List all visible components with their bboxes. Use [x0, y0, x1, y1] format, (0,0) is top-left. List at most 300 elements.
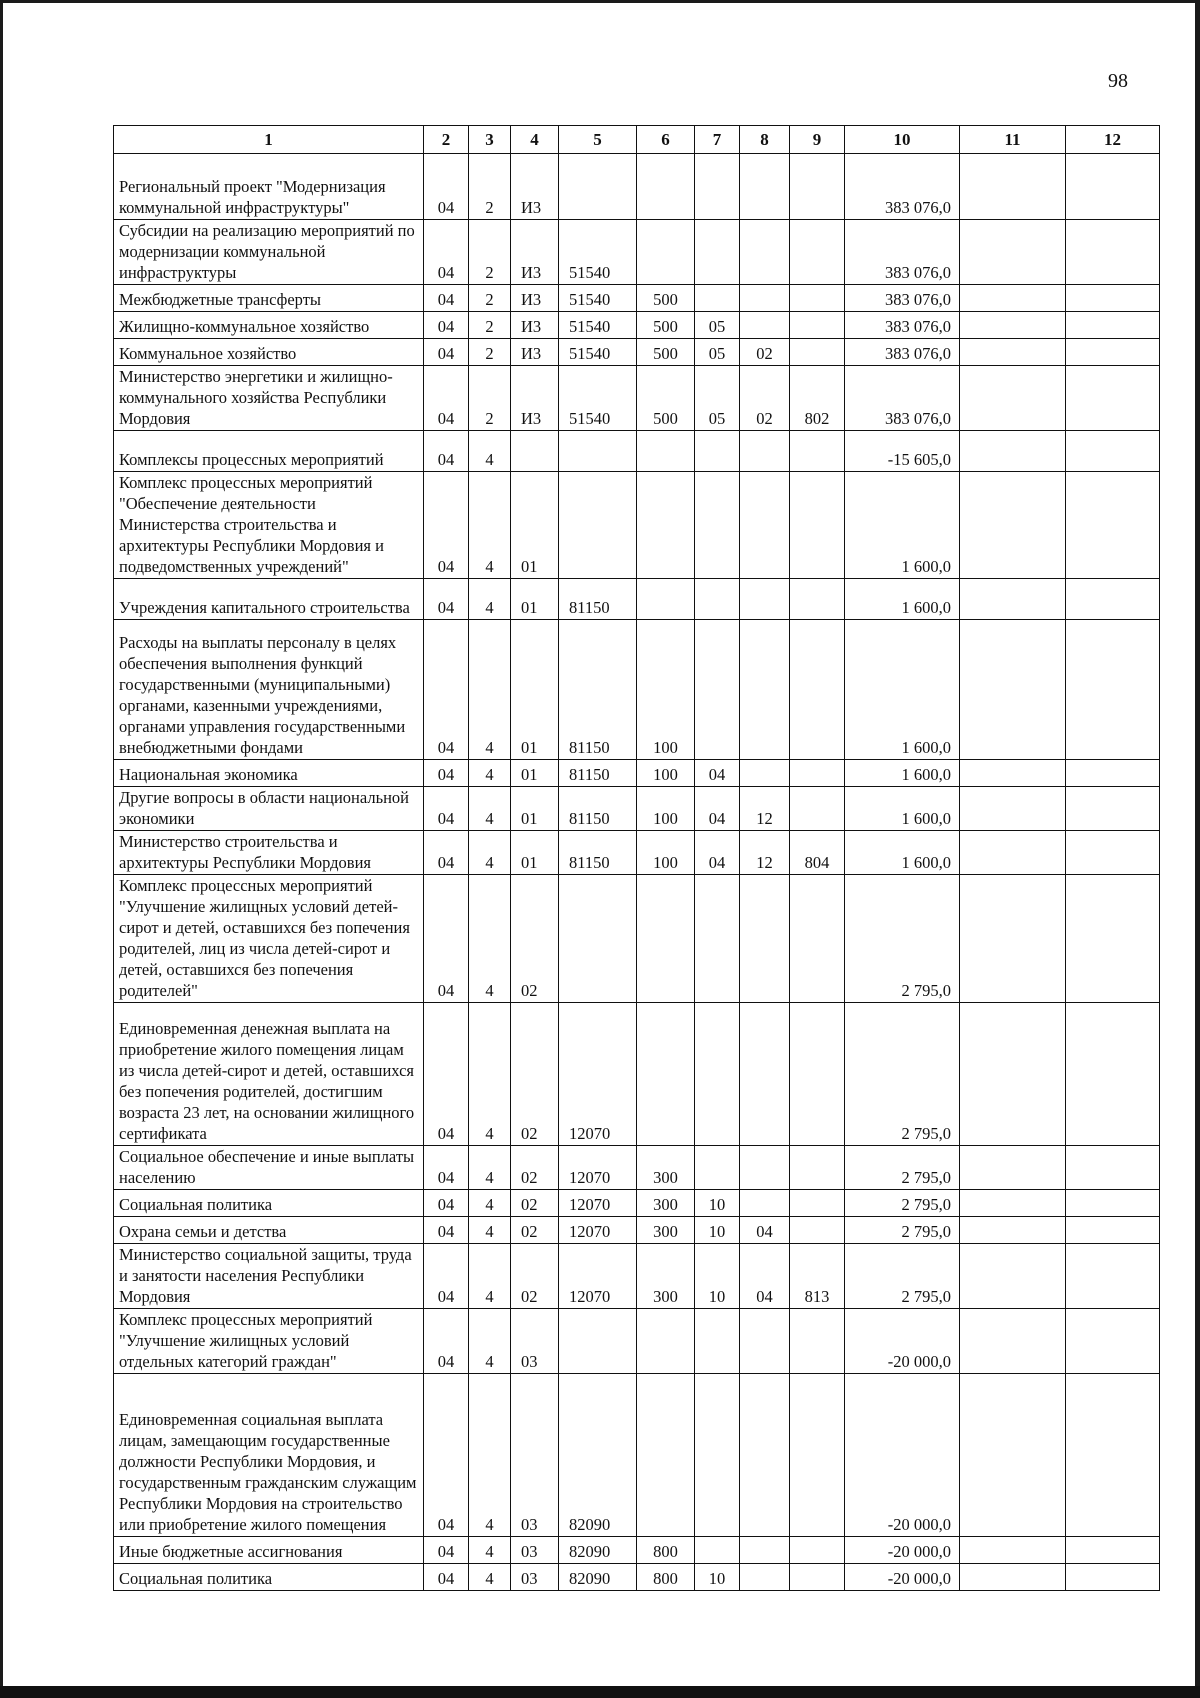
cell-col-11 — [960, 1537, 1066, 1564]
column-header-1: 1 — [114, 126, 424, 154]
cell-col-6: 800 — [637, 1564, 695, 1591]
table-row — [114, 1537, 1160, 1564]
cell-col-9 — [790, 1217, 845, 1244]
cell-col-6: 100 — [637, 760, 695, 787]
cell-col-4 — [511, 431, 559, 472]
cell-col-11 — [960, 620, 1066, 760]
cell-col-3: 4 — [469, 431, 511, 472]
cell-col-12 — [1066, 1244, 1160, 1309]
cell-col-4: 02 — [511, 1190, 559, 1217]
cell-col-4: И3 — [511, 220, 559, 285]
cell-col-12 — [1066, 831, 1160, 875]
cell-col-8 — [740, 1564, 790, 1591]
table-row — [114, 1374, 1160, 1537]
budget-table-container — [113, 125, 1159, 1591]
cell-col-3: 2 — [469, 154, 511, 220]
table-row — [114, 787, 1160, 831]
cell-col-9 — [790, 1564, 845, 1591]
cell-col-12 — [1066, 1564, 1160, 1591]
table-row — [114, 1244, 1160, 1309]
cell-col-10: 383 076,0 — [845, 339, 960, 366]
cell-col-7: 04 — [695, 760, 740, 787]
cell-col-4: 03 — [511, 1537, 559, 1564]
row-name-cell: Комплекс процессных мероприятий "Обеспечение деятельности Министерства строительства и архитектуры Республики Мордовия и подведомственных учреждений" — [114, 472, 424, 579]
cell-col-7 — [695, 1146, 740, 1190]
cell-col-4: 01 — [511, 472, 559, 579]
row-name-cell: Социальная политика — [114, 1190, 424, 1217]
cell-col-9 — [790, 579, 845, 620]
row-name-cell: Социальная политика — [114, 1564, 424, 1591]
cell-col-6 — [637, 154, 695, 220]
cell-col-4: И3 — [511, 366, 559, 431]
cell-col-12 — [1066, 1374, 1160, 1537]
cell-col-6: 800 — [637, 1537, 695, 1564]
cell-col-2: 04 — [424, 154, 469, 220]
cell-col-10: 2 795,0 — [845, 1003, 960, 1146]
cell-col-2: 04 — [424, 620, 469, 760]
cell-col-9 — [790, 760, 845, 787]
cell-col-8: 02 — [740, 339, 790, 366]
cell-col-7: 10 — [695, 1217, 740, 1244]
cell-col-10: -20 000,0 — [845, 1564, 960, 1591]
cell-col-3: 4 — [469, 1217, 511, 1244]
cell-col-7: 05 — [695, 366, 740, 431]
cell-col-2: 04 — [424, 1537, 469, 1564]
cell-col-2: 04 — [424, 875, 469, 1003]
cell-col-3: 4 — [469, 1374, 511, 1537]
cell-col-7 — [695, 220, 740, 285]
cell-col-6 — [637, 472, 695, 579]
cell-col-11 — [960, 1244, 1066, 1309]
cell-col-12 — [1066, 154, 1160, 220]
cell-col-6: 300 — [637, 1217, 695, 1244]
cell-col-2: 04 — [424, 472, 469, 579]
cell-col-11 — [960, 579, 1066, 620]
table-row — [114, 285, 1160, 312]
table-row — [114, 620, 1160, 760]
cell-col-2: 04 — [424, 220, 469, 285]
cell-col-2: 04 — [424, 1244, 469, 1309]
scan-border-bottom — [0, 1686, 1200, 1698]
cell-col-12 — [1066, 620, 1160, 760]
cell-col-8 — [740, 285, 790, 312]
cell-col-12 — [1066, 1309, 1160, 1374]
row-name-cell: Социальное обеспечение и иные выплаты населению — [114, 1146, 424, 1190]
cell-col-9 — [790, 472, 845, 579]
cell-col-11 — [960, 1309, 1066, 1374]
cell-col-2: 04 — [424, 1190, 469, 1217]
cell-col-3: 4 — [469, 875, 511, 1003]
column-header-7: 7 — [695, 126, 740, 154]
cell-col-6: 100 — [637, 787, 695, 831]
column-header-2: 2 — [424, 126, 469, 154]
cell-col-8 — [740, 1537, 790, 1564]
cell-col-8 — [740, 154, 790, 220]
cell-col-11 — [960, 1146, 1066, 1190]
cell-col-5: 81150 — [559, 620, 637, 760]
cell-col-4: 02 — [511, 1146, 559, 1190]
cell-col-5: 82090 — [559, 1537, 637, 1564]
cell-col-11 — [960, 312, 1066, 339]
cell-col-3: 4 — [469, 1190, 511, 1217]
cell-col-5: 51540 — [559, 339, 637, 366]
column-header-4: 4 — [511, 126, 559, 154]
cell-col-9 — [790, 220, 845, 285]
cell-col-5: 12070 — [559, 1146, 637, 1190]
cell-col-10: 383 076,0 — [845, 312, 960, 339]
page-number: 98 — [1108, 70, 1128, 92]
cell-col-12 — [1066, 220, 1160, 285]
cell-col-5: 81150 — [559, 579, 637, 620]
cell-col-6 — [637, 1003, 695, 1146]
row-name-cell: Министерство энергетики и жилищно-коммунального хозяйства Республики Мордовия — [114, 366, 424, 431]
cell-col-5: 81150 — [559, 760, 637, 787]
cell-col-11 — [960, 787, 1066, 831]
cell-col-10: 1 600,0 — [845, 579, 960, 620]
cell-col-11 — [960, 339, 1066, 366]
row-name-cell: Коммунальное хозяйство — [114, 339, 424, 366]
cell-col-12 — [1066, 1003, 1160, 1146]
cell-col-7: 05 — [695, 339, 740, 366]
cell-col-5: 12070 — [559, 1003, 637, 1146]
cell-col-6: 100 — [637, 831, 695, 875]
cell-col-4: И3 — [511, 154, 559, 220]
cell-col-10: 383 076,0 — [845, 285, 960, 312]
cell-col-11 — [960, 1003, 1066, 1146]
cell-col-8 — [740, 472, 790, 579]
cell-col-10: 2 795,0 — [845, 1146, 960, 1190]
row-name-cell: Другие вопросы в области национальной экономики — [114, 787, 424, 831]
cell-col-9 — [790, 875, 845, 1003]
cell-col-4: 03 — [511, 1374, 559, 1537]
column-header-12: 12 — [1066, 126, 1160, 154]
cell-col-2: 04 — [424, 1374, 469, 1537]
row-name-cell: Комплекс процессных мероприятий "Улучшение жилищных условий детей-сирот и детей, оставшихся без попечения родителей, лиц из числа детей-сирот и детей, оставшихся без попечения родителей" — [114, 875, 424, 1003]
cell-col-8 — [740, 1003, 790, 1146]
cell-col-7 — [695, 1374, 740, 1537]
cell-col-4: 01 — [511, 831, 559, 875]
table-row — [114, 431, 1160, 472]
cell-col-4: И3 — [511, 339, 559, 366]
cell-col-10: -20 000,0 — [845, 1374, 960, 1537]
cell-col-6 — [637, 875, 695, 1003]
cell-col-8 — [740, 760, 790, 787]
cell-col-9 — [790, 1374, 845, 1537]
column-header-10: 10 — [845, 126, 960, 154]
cell-col-10: 383 076,0 — [845, 366, 960, 431]
cell-col-12 — [1066, 760, 1160, 787]
cell-col-6: 300 — [637, 1146, 695, 1190]
cell-col-2: 04 — [424, 760, 469, 787]
cell-col-9 — [790, 1146, 845, 1190]
cell-col-9 — [790, 1309, 845, 1374]
cell-col-4: 01 — [511, 760, 559, 787]
column-header-8: 8 — [740, 126, 790, 154]
cell-col-11 — [960, 760, 1066, 787]
cell-col-12 — [1066, 366, 1160, 431]
column-header-3: 3 — [469, 126, 511, 154]
cell-col-8: 12 — [740, 787, 790, 831]
cell-col-11 — [960, 472, 1066, 579]
scan-border-left — [0, 0, 3, 1698]
table-row — [114, 154, 1160, 220]
cell-col-6: 500 — [637, 285, 695, 312]
scan-border-right — [1195, 0, 1200, 1698]
cell-col-2: 04 — [424, 1003, 469, 1146]
cell-col-3: 4 — [469, 1244, 511, 1309]
cell-col-11 — [960, 1564, 1066, 1591]
cell-col-4: И3 — [511, 312, 559, 339]
cell-col-3: 2 — [469, 339, 511, 366]
cell-col-12 — [1066, 285, 1160, 312]
row-name-cell: Расходы на выплаты персоналу в целях обеспечения выполнения функций государственными (муниципальными) органами, казенными учреждениями, органами управления государственными внебюджетными фондами — [114, 620, 424, 760]
row-name-cell: Комплекс процессных мероприятий "Улучшение жилищных условий отдельных категорий граждан" — [114, 1309, 424, 1374]
cell-col-2: 04 — [424, 285, 469, 312]
table-row — [114, 366, 1160, 431]
cell-col-9: 804 — [790, 831, 845, 875]
cell-col-4: 02 — [511, 1003, 559, 1146]
cell-col-4: 03 — [511, 1564, 559, 1591]
cell-col-3: 4 — [469, 620, 511, 760]
cell-col-4: 02 — [511, 1244, 559, 1309]
cell-col-3: 4 — [469, 1146, 511, 1190]
cell-col-11 — [960, 831, 1066, 875]
table-row — [114, 220, 1160, 285]
row-name-cell: Единовременная социальная выплата лицам, замещающим государственные должности Республики Мордовия, и государственным гражданским служащим Республики Мордовия на строительство или приобретение жилого помещения — [114, 1374, 424, 1537]
column-header-9: 9 — [790, 126, 845, 154]
cell-col-5: 82090 — [559, 1374, 637, 1537]
cell-col-5: 81150 — [559, 831, 637, 875]
cell-col-3: 4 — [469, 1309, 511, 1374]
cell-col-9 — [790, 339, 845, 366]
cell-col-11 — [960, 1190, 1066, 1217]
cell-col-2: 04 — [424, 1217, 469, 1244]
cell-col-8 — [740, 220, 790, 285]
cell-col-9 — [790, 1537, 845, 1564]
cell-col-7 — [695, 154, 740, 220]
row-name-cell: Региональный проект "Модернизация коммунальной инфраструктуры" — [114, 154, 424, 220]
cell-col-10: 2 795,0 — [845, 1190, 960, 1217]
cell-col-12 — [1066, 312, 1160, 339]
cell-col-4: 01 — [511, 579, 559, 620]
cell-col-4: 03 — [511, 1309, 559, 1374]
cell-col-5: 51540 — [559, 366, 637, 431]
table-row — [114, 579, 1160, 620]
cell-col-12 — [1066, 1217, 1160, 1244]
cell-col-8 — [740, 620, 790, 760]
column-header-5: 5 — [559, 126, 637, 154]
row-name-cell: Охрана семьи и детства — [114, 1217, 424, 1244]
cell-col-8 — [740, 312, 790, 339]
cell-col-5: 51540 — [559, 220, 637, 285]
cell-col-5: 82090 — [559, 1564, 637, 1591]
cell-col-12 — [1066, 431, 1160, 472]
cell-col-7: 04 — [695, 787, 740, 831]
cell-col-8: 04 — [740, 1244, 790, 1309]
cell-col-3: 2 — [469, 285, 511, 312]
row-name-cell: Иные бюджетные ассигнования — [114, 1537, 424, 1564]
cell-col-9 — [790, 154, 845, 220]
cell-col-6: 300 — [637, 1244, 695, 1309]
cell-col-7 — [695, 472, 740, 579]
cell-col-11 — [960, 366, 1066, 431]
cell-col-3: 2 — [469, 312, 511, 339]
cell-col-2: 04 — [424, 831, 469, 875]
table-row — [114, 875, 1160, 1003]
cell-col-11 — [960, 285, 1066, 312]
cell-col-10: 383 076,0 — [845, 154, 960, 220]
table-row — [114, 1564, 1160, 1591]
cell-col-2: 04 — [424, 1309, 469, 1374]
cell-col-7 — [695, 875, 740, 1003]
cell-col-5: 12070 — [559, 1217, 637, 1244]
cell-col-9 — [790, 285, 845, 312]
table-row — [114, 1190, 1160, 1217]
cell-col-11 — [960, 875, 1066, 1003]
cell-col-4: И3 — [511, 285, 559, 312]
cell-col-2: 04 — [424, 1564, 469, 1591]
cell-col-7: 10 — [695, 1564, 740, 1591]
cell-col-2: 04 — [424, 312, 469, 339]
table-row — [114, 1217, 1160, 1244]
cell-col-4: 01 — [511, 787, 559, 831]
cell-col-5 — [559, 875, 637, 1003]
cell-col-9 — [790, 1190, 845, 1217]
cell-col-7 — [695, 620, 740, 760]
cell-col-6 — [637, 220, 695, 285]
cell-col-11 — [960, 1374, 1066, 1537]
cell-col-10: 1 600,0 — [845, 620, 960, 760]
cell-col-8 — [740, 431, 790, 472]
cell-col-12 — [1066, 339, 1160, 366]
cell-col-10: 2 795,0 — [845, 875, 960, 1003]
table-row — [114, 1309, 1160, 1374]
table-row — [114, 1146, 1160, 1190]
cell-col-11 — [960, 431, 1066, 472]
scan-border-top — [0, 0, 1200, 3]
cell-col-3: 4 — [469, 831, 511, 875]
cell-col-8: 02 — [740, 366, 790, 431]
cell-col-10: -20 000,0 — [845, 1309, 960, 1374]
cell-col-3: 4 — [469, 787, 511, 831]
cell-col-12 — [1066, 579, 1160, 620]
cell-col-7 — [695, 1537, 740, 1564]
cell-col-6 — [637, 579, 695, 620]
table-row — [114, 339, 1160, 366]
cell-col-8 — [740, 1190, 790, 1217]
cell-col-7 — [695, 1309, 740, 1374]
cell-col-8: 12 — [740, 831, 790, 875]
cell-col-2: 04 — [424, 366, 469, 431]
column-header-6: 6 — [637, 126, 695, 154]
cell-col-8 — [740, 579, 790, 620]
cell-col-11 — [960, 1217, 1066, 1244]
column-header-11: 11 — [960, 126, 1066, 154]
cell-col-6 — [637, 1374, 695, 1537]
cell-col-9: 802 — [790, 366, 845, 431]
cell-col-10: 1 600,0 — [845, 760, 960, 787]
cell-col-7: 10 — [695, 1244, 740, 1309]
cell-col-3: 2 — [469, 366, 511, 431]
row-name-cell: Единовременная денежная выплата на приобретение жилого помещения лицам из числа детей-сирот и детей, оставшихся без попечения родителей, достигшим возраста 23 лет, на основании жилищного сертификата — [114, 1003, 424, 1146]
cell-col-9 — [790, 431, 845, 472]
cell-col-9: 813 — [790, 1244, 845, 1309]
cell-col-12 — [1066, 875, 1160, 1003]
table-row — [114, 472, 1160, 579]
cell-col-2: 04 — [424, 1146, 469, 1190]
cell-col-9 — [790, 312, 845, 339]
cell-col-6: 500 — [637, 366, 695, 431]
cell-col-7: 10 — [695, 1190, 740, 1217]
cell-col-7 — [695, 285, 740, 312]
cell-col-3: 4 — [469, 1537, 511, 1564]
row-name-cell: Межбюджетные трансферты — [114, 285, 424, 312]
row-name-cell: Министерство социальной защиты, труда и занятости населения Республики Мордовия — [114, 1244, 424, 1309]
budget-table — [113, 125, 1160, 1591]
cell-col-5: 12070 — [559, 1190, 637, 1217]
cell-col-6 — [637, 1309, 695, 1374]
header-row — [114, 126, 1160, 154]
cell-col-3: 4 — [469, 579, 511, 620]
cell-col-12 — [1066, 787, 1160, 831]
table-row — [114, 831, 1160, 875]
table-row — [114, 312, 1160, 339]
cell-col-12 — [1066, 1146, 1160, 1190]
cell-col-10: 1 600,0 — [845, 787, 960, 831]
cell-col-8 — [740, 1374, 790, 1537]
cell-col-12 — [1066, 472, 1160, 579]
cell-col-8: 04 — [740, 1217, 790, 1244]
cell-col-2: 04 — [424, 579, 469, 620]
cell-col-10: -15 605,0 — [845, 431, 960, 472]
cell-col-5: 51540 — [559, 312, 637, 339]
cell-col-9 — [790, 1003, 845, 1146]
cell-col-8 — [740, 1146, 790, 1190]
table-body — [114, 154, 1160, 1591]
cell-col-6: 100 — [637, 620, 695, 760]
cell-col-5 — [559, 472, 637, 579]
cell-col-9 — [790, 620, 845, 760]
cell-col-8 — [740, 875, 790, 1003]
cell-col-12 — [1066, 1190, 1160, 1217]
cell-col-2: 04 — [424, 339, 469, 366]
cell-col-3: 4 — [469, 472, 511, 579]
cell-col-9 — [790, 787, 845, 831]
cell-col-11 — [960, 220, 1066, 285]
table-row — [114, 760, 1160, 787]
cell-col-7 — [695, 431, 740, 472]
cell-col-6: 300 — [637, 1190, 695, 1217]
cell-col-2: 04 — [424, 787, 469, 831]
cell-col-5 — [559, 1309, 637, 1374]
cell-col-10: 2 795,0 — [845, 1217, 960, 1244]
row-name-cell: Жилищно-коммунальное хозяйство — [114, 312, 424, 339]
cell-col-7: 05 — [695, 312, 740, 339]
cell-col-10: 1 600,0 — [845, 831, 960, 875]
cell-col-5: 12070 — [559, 1244, 637, 1309]
row-name-cell: Учреждения капитального строительства — [114, 579, 424, 620]
cell-col-4: 02 — [511, 875, 559, 1003]
cell-col-3: 4 — [469, 1564, 511, 1591]
cell-col-12 — [1066, 1537, 1160, 1564]
row-name-cell: Национальная экономика — [114, 760, 424, 787]
cell-col-10: 2 795,0 — [845, 1244, 960, 1309]
cell-col-11 — [960, 154, 1066, 220]
table-row — [114, 1003, 1160, 1146]
cell-col-4: 02 — [511, 1217, 559, 1244]
cell-col-7: 04 — [695, 831, 740, 875]
cell-col-3: 4 — [469, 760, 511, 787]
